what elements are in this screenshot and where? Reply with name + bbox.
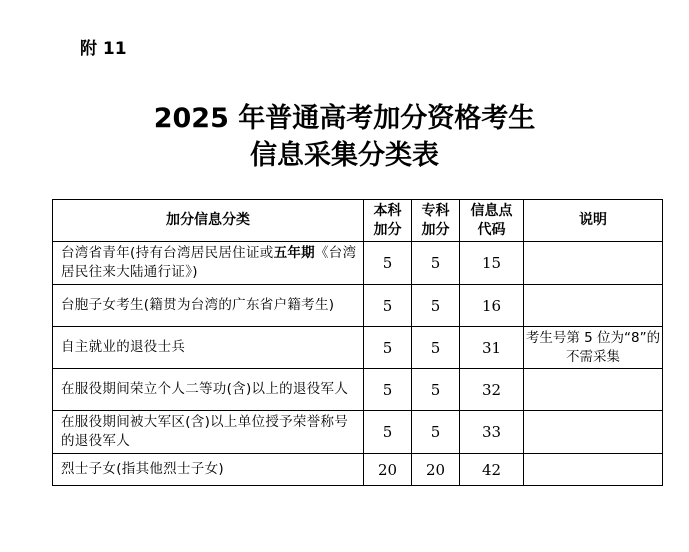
row-junior: 5 bbox=[412, 327, 460, 369]
row-note bbox=[524, 369, 663, 411]
header-bachelor-line-1: 本科 bbox=[373, 202, 402, 219]
row-note: 考生号第 5 位为“8”的不需采集 bbox=[524, 327, 663, 369]
header-junior-line-2: 加分 bbox=[421, 221, 450, 238]
row-junior: 5 bbox=[412, 285, 460, 327]
row-note bbox=[524, 454, 663, 486]
row-junior: 20 bbox=[412, 454, 460, 486]
row-category bbox=[53, 242, 364, 285]
row-code: 16 bbox=[460, 285, 524, 327]
header-junior-line-1: 专科 bbox=[421, 202, 450, 219]
row-category: 在服役期间被大军区(含)以上单位授予荣誉称号的退役军人 bbox=[53, 411, 364, 454]
category-bold-text: 五年期 bbox=[273, 245, 315, 261]
table-row bbox=[53, 454, 663, 486]
row-category: 自主就业的退役士兵 bbox=[53, 327, 364, 369]
row-note bbox=[524, 242, 663, 285]
row-category: 在服役期间荣立个人二等功(含)以上的退役军人 bbox=[53, 369, 364, 411]
table-row bbox=[53, 327, 663, 369]
category-text-cont: 《台湾居民往来大陆通行证》) bbox=[61, 245, 357, 280]
row-category: 烈士子女(指其他烈士子女) bbox=[53, 454, 364, 486]
row-code: 31 bbox=[460, 327, 524, 369]
header-category: 加分信息分类 bbox=[53, 200, 364, 242]
row-junior: 5 bbox=[412, 369, 460, 411]
table-header-row bbox=[53, 200, 663, 242]
row-code: 15 bbox=[460, 242, 524, 285]
row-note bbox=[524, 411, 663, 454]
table-row bbox=[53, 369, 663, 411]
row-bachelor: 5 bbox=[364, 242, 412, 285]
row-junior: 5 bbox=[412, 411, 460, 454]
page-title-line-1: 2025 年普通高考加分资格考生 bbox=[153, 103, 536, 134]
row-code: 42 bbox=[460, 454, 524, 486]
table-row bbox=[53, 411, 663, 454]
header-note: 说明 bbox=[524, 200, 663, 242]
row-note bbox=[524, 285, 663, 327]
row-bachelor: 5 bbox=[364, 327, 412, 369]
header-code-line-2: 代码 bbox=[477, 221, 506, 238]
page-title-line-2: 信息采集分类表 bbox=[250, 140, 439, 171]
row-code: 32 bbox=[460, 369, 524, 411]
row-code: 33 bbox=[460, 411, 524, 454]
annex-label: 附 11 bbox=[80, 39, 127, 59]
table-row bbox=[53, 285, 663, 327]
row-bachelor: 5 bbox=[364, 411, 412, 454]
row-bachelor: 5 bbox=[364, 369, 412, 411]
row-junior: 5 bbox=[412, 242, 460, 285]
category-text: 台湾省青年(持有台湾居民居住证或 bbox=[61, 245, 274, 261]
header-bachelor-line-2: 加分 bbox=[373, 221, 402, 238]
table-row bbox=[53, 242, 663, 285]
classification-table bbox=[52, 199, 663, 486]
header-code bbox=[460, 200, 524, 242]
row-category: 台胞子女考生(籍贯为台湾的广东省户籍考生) bbox=[53, 285, 364, 327]
row-bachelor: 5 bbox=[364, 285, 412, 327]
header-bachelor bbox=[364, 200, 412, 242]
header-code-line-1: 信息点 bbox=[470, 202, 513, 219]
header-junior bbox=[412, 200, 460, 242]
row-bachelor: 20 bbox=[364, 454, 412, 486]
